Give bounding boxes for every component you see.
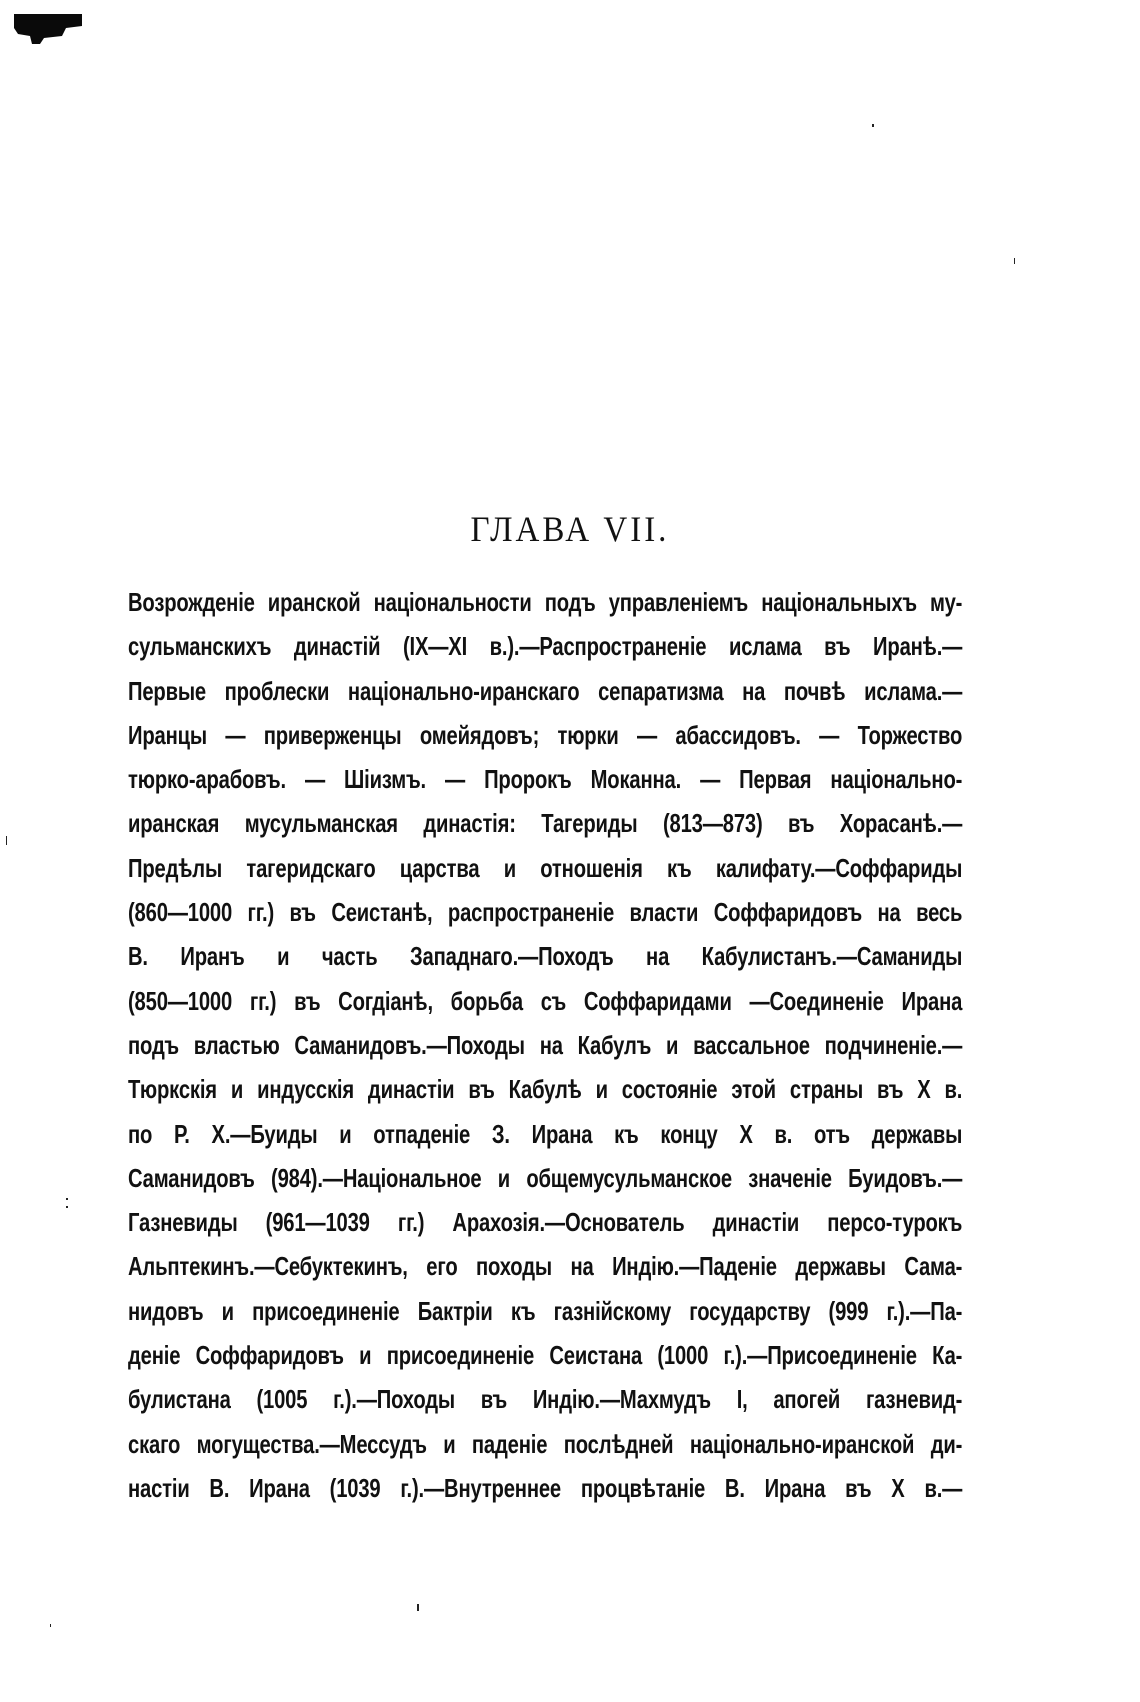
summary-line: Газневиды (961—1039 гг.) Арахозія.—Основатель династіи персо-турокъ [128,1207,963,1237]
summary-line: скаго могущества.—Мессудъ и паденіе послѣдней національно-иранской ди- [128,1429,963,1459]
summary-line: иранская мусульманская династія: Тагериды (813—873) въ Хорасанѣ.— [128,808,963,839]
scan-speck [872,124,874,127]
scan-blot [14,14,82,44]
chapter-summary [128,580,962,1510]
summary-line: Альптекинъ.—Себуктекинъ, его походы на Индію.—Паденіе державы Сама- [128,1251,963,1281]
scan-speck [6,836,7,845]
chapter-title: ГЛАВА VII. [470,510,670,550]
scan-speck [417,1604,419,1611]
summary-line: по Р. Х.—Буиды и отпаденіе З. Ирана къ концу X в. отъ державы [128,1118,963,1149]
summary-line: настіи В. Ирана (1039 г.).—Внутреннее процвѣтаніе В. Ирана въ X в.— [128,1473,963,1503]
summary-line: булистана (1005 г.).—Походы въ Индію.—Махмудъ I, апогей газневид- [128,1384,963,1414]
summary-line: Первые проблески національно-иранскаго сепаратизма на почвѣ ислама.— [128,676,963,706]
summary-line: В. Иранъ и часть Западнаго.—Походъ на Кабулистанъ.—Саманиды [128,941,963,971]
summary-line: сульманскихъ династій (IX—XI в.).—Распространеніе ислама въ Иранѣ.— [128,631,963,661]
summary-line: деніе Соффаридовъ и присоединеніе Сеистана (1000 г.).—Присоединеніе Ка- [128,1340,963,1370]
summary-line: (860—1000 гг.) въ Сеистанѣ, распространеніе власти Соффаридовъ на весь [128,897,963,927]
summary-line: Саманидовъ (984).—Національное и общемусульманское значеніе Буидовъ.— [128,1163,963,1193]
summary-line: (850—1000 гг.) въ Согдіанѣ, борьба съ Соффаридами —Соединеніе Ирана [128,986,963,1016]
summary-line: Возрожденіе иранской національности подъ управленіемъ національныхъ му- [128,587,963,617]
scan-speck [1014,258,1015,264]
summary-line: тюрко-арабовъ. — Шіизмъ. — Пророкъ Моканна. — Первая національно- [128,764,963,794]
scan-speck [66,1206,68,1208]
summary-line: подъ властью Саманидовъ.—Походы на Кабулъ и вассальное подчиненіе.— [128,1030,963,1060]
scan-speck [66,1198,68,1200]
scan-speck [50,1624,51,1627]
summary-line: нидовъ и присоединеніе Бактріи къ газнійскому государству (999 г.).—Па- [128,1296,963,1326]
summary-line: Иранцы — приверженцы омейядовъ; тюрки — абассидовъ. — Торжество [128,720,963,750]
summary-line: Предѣлы тагеридскаго царства и отношенія къ калифату.—Соффариды [128,853,963,883]
summary-line: Тюркскія и индусскія династіи въ Кабулѣ и состояніе этой страны въ X в. [128,1074,963,1104]
